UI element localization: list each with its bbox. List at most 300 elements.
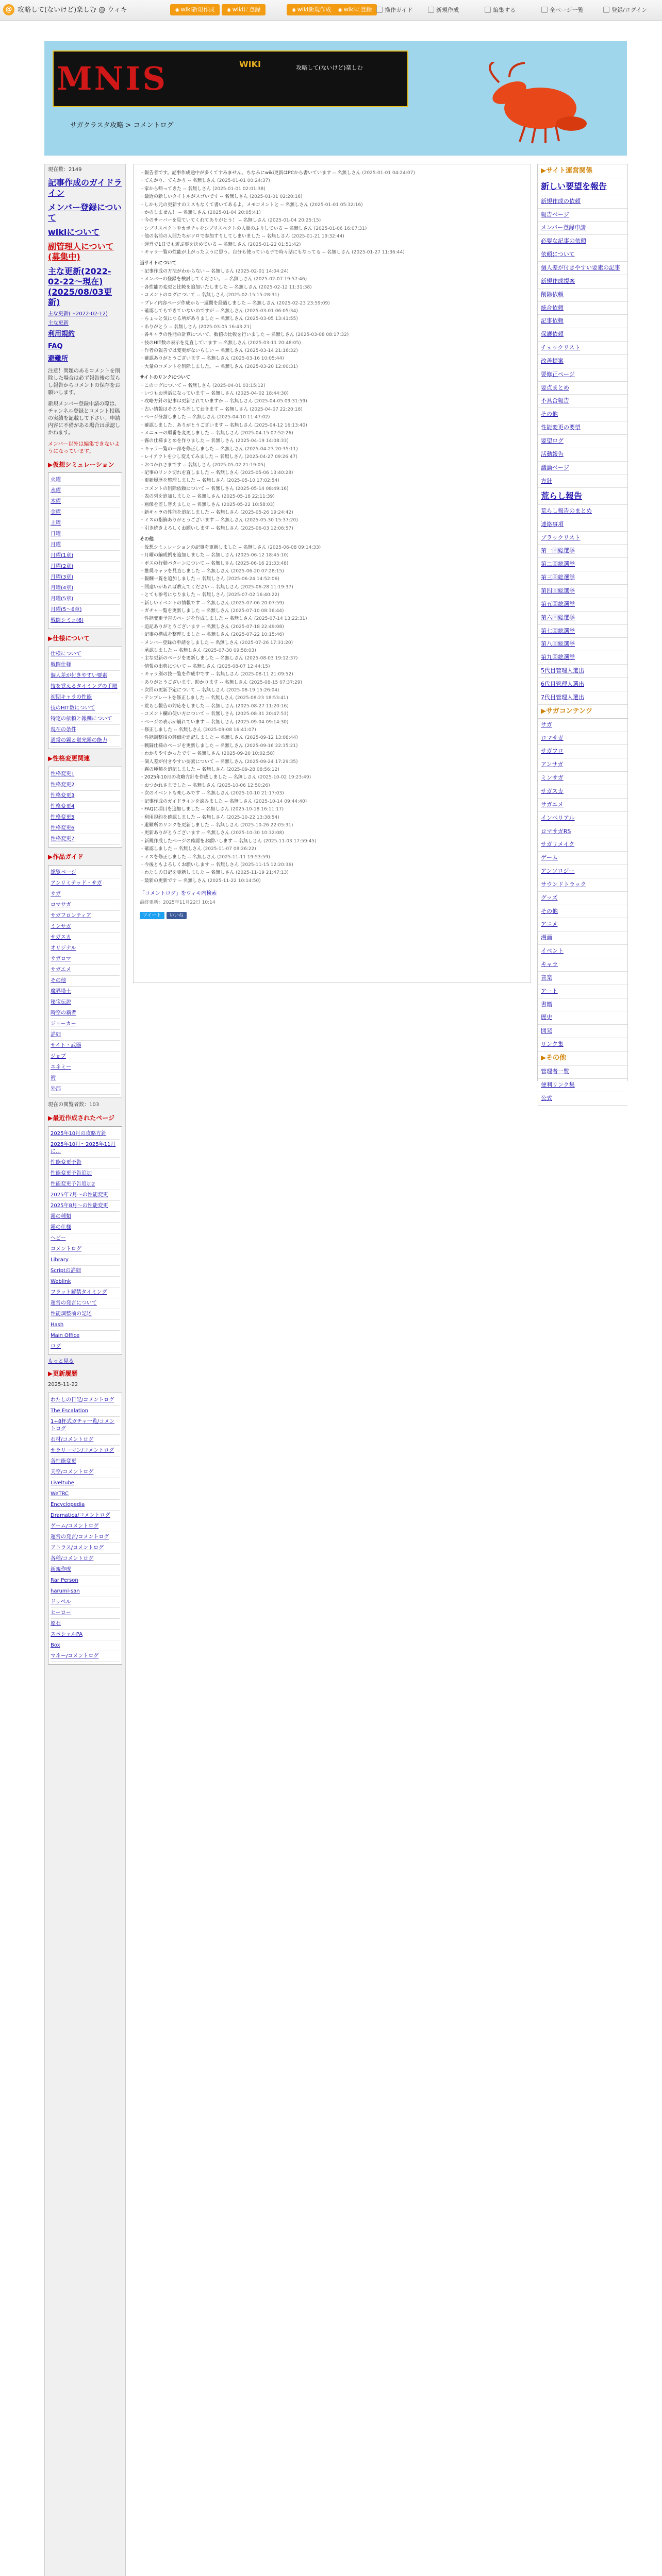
simulation-item[interactable]: 月曜(1章) (51, 551, 120, 562)
comment-date: (2025-11-03 17:59:45) (263, 838, 317, 844)
recent-page-item[interactable]: 性能変更予告追加2 (51, 1179, 120, 1190)
system-item[interactable]: 現在の条件 (51, 725, 120, 736)
comment-date: (2025-02-07 19:57:46) (254, 277, 307, 282)
updated-item[interactable]: ヒーロー (51, 1608, 120, 1619)
work-heading: ▶作品ガイド (48, 853, 84, 860)
comment-row: ・作者の報告では変更がないらしい -- 名無しさん (2025-03-14 21:16:32) (140, 348, 298, 353)
comment-row: ・表の列を追加しました -- 名無しさん (2025-05-18 22:11:39) (140, 494, 275, 500)
comment-text: かのしません！ -- 名無しさん (144, 210, 207, 216)
site-admin-heading: ▶サイト運営関係 (538, 164, 627, 178)
recent-page-item[interactable]: フラット解禁タイミング (51, 1287, 120, 1298)
comment-row: ・他の名前の人間たちがソロで参加すりしてしまいました -- 名無しさん (2025-01-21 19:32:44) (140, 234, 344, 240)
saga-content-item[interactable]: 歴史 (538, 1011, 627, 1025)
saga-content-item[interactable]: サガエメ (538, 799, 627, 812)
comment-date: (2025-03-16 10:05:44) (231, 356, 284, 362)
comment-text: 記事のリンク切れを直しました -- 名無しさん (144, 470, 239, 476)
simulation-box (48, 472, 122, 629)
updated-item[interactable]: 各種/コメントログ (51, 1554, 120, 1565)
saga-content-item[interactable]: イベント (538, 945, 627, 958)
comment-row: ・このログについて -- 名無しさん (2025-04-01 03:15:12) (140, 383, 266, 388)
share-button[interactable]: いいね (167, 912, 187, 919)
comment-text: 追記ありがとうございます -- 名無しさん (144, 624, 230, 630)
recent-page-item[interactable]: ログ (51, 1342, 120, 1352)
comment-date: (2025-07-30 09:58:03) (203, 648, 256, 653)
share-button[interactable]: ツイート (140, 912, 164, 919)
work-item[interactable]: サガ (51, 889, 120, 900)
saga-content-item[interactable]: 音楽 (538, 972, 627, 985)
updated-item[interactable]: Rar Person (51, 1575, 120, 1586)
comment-row: ・コメントのログについて -- 名無しさん (2025-02-15 15:28:31) (140, 293, 279, 298)
site-admin-item[interactable]: 第九回総選挙 (538, 651, 627, 665)
sidebar-link-mid[interactable]: 利用規約 (48, 330, 75, 338)
updated-item[interactable]: WeTRC (51, 1489, 120, 1500)
site-admin-item[interactable]: 要点まとめ (538, 382, 627, 395)
recent-page-item[interactable]: ヘビー (51, 1233, 120, 1244)
simulation-item[interactable]: 日曜 (51, 529, 120, 540)
comment-date: (2025-08-19 15:26:04) (226, 688, 279, 693)
saga-content-item[interactable]: アンソロジー (538, 865, 627, 878)
comment-text: 表の列を追加しました -- 名無しさん (144, 494, 221, 500)
comment-text: 確認ありがとうございます -- 名無しさん (144, 356, 230, 362)
recent-page-item[interactable]: Scriptの詳細 (51, 1266, 120, 1277)
sidebar-link-big[interactable]: 主な更新(2022-02-22〜現在)(2025/08/03更新) (48, 266, 112, 307)
simulation-item[interactable]: 月曜(5章) (51, 594, 120, 605)
work-item[interactable]: その他 (51, 976, 120, 987)
comment-text: 修正しました -- 名無しさん (144, 727, 202, 733)
work-item[interactable]: 秘宝伝説 (51, 997, 120, 1008)
site-admin-item[interactable]: 議論ページ (538, 462, 627, 475)
saga-content-item[interactable]: その他 (538, 905, 627, 919)
comment-row: ・ガチャ一覧を更新しました -- 名無しさん (2025-07-10 08:36:44) (140, 608, 284, 614)
saga-content-item[interactable]: サウンドトラック (538, 878, 627, 892)
comment-date: (2025-04-05 09:31:59) (254, 399, 307, 404)
sidebar-link-mid[interactable]: 避難所 (48, 355, 69, 363)
saga-content-item[interactable]: 書籍 (538, 998, 627, 1012)
updated-item[interactable]: スペシャルPA (51, 1630, 120, 1640)
login-menu[interactable]: 登録/ログイン (603, 6, 647, 14)
work-item[interactable]: ジョブ (51, 1052, 120, 1062)
comment-date: (2025-10-06 12:50:26) (217, 783, 270, 788)
updated-item[interactable]: 1+8杯式ガチャ一覧/コメントログ (51, 1417, 120, 1435)
system-item[interactable]: 通常の霧と蛍光霧の能力 (51, 736, 120, 747)
comment-row: ・個人差が付きやすい要素について -- 名無しさん (2025-09-24 17:29:35) (140, 759, 298, 765)
comment-date: (2025-04-12 16:13:40) (254, 422, 307, 428)
recent-page-item[interactable]: Library (51, 1255, 120, 1266)
recent-page-item[interactable]: 性能調整前の記述 (51, 1309, 120, 1320)
system-item[interactable]: 戦闘仕様 (51, 660, 120, 671)
work-item[interactable]: サガエメ (51, 965, 120, 976)
comment-row: ・おつかれさまでした -- 名無しさん (2025-10-06 12:50:26) (140, 783, 270, 788)
comment-row: ・技のHIT数の表示を見直しています -- 名無しさん (2025-03-11 20:48:05) (140, 340, 301, 346)
system-item[interactable]: 初期キャラの性能 (51, 692, 120, 703)
site-admin-item[interactable]: 新しい要望を報告 (538, 178, 627, 195)
work-item[interactable]: ジョーカー (51, 1019, 120, 1030)
wiki-create-button[interactable]: ◉ wiki新規作成 (170, 4, 220, 15)
site-admin-item[interactable]: 個人差が付きやすい要素の記事 (538, 262, 627, 275)
comment-text: プレイ内容ページ作成から一週間を経過しました -- 名無しさん (144, 300, 276, 306)
wiki-create-button-2[interactable]: ◉ wiki新規作成 (287, 4, 336, 15)
saga-content-item[interactable]: キャラ (538, 958, 627, 972)
comment-date: (2025-06-28 11:19:37) (240, 584, 293, 590)
work-item[interactable]: サガフロンティア (51, 911, 120, 922)
simulation-item[interactable]: 月曜(3章) (51, 572, 120, 583)
comment-date: (2025-09-20 10:02:58) (222, 751, 275, 757)
site-admin-item[interactable]: 6代目管理人選出 (538, 678, 627, 691)
site-admin-item[interactable]: 必要な記事の依頼 (538, 235, 627, 248)
saga-content-item[interactable]: アニメ (538, 918, 627, 931)
sidebar-link-big[interactable]: 副管理人について(募集中) (48, 242, 114, 262)
sidebar-link-big[interactable]: メンバー登録について (48, 202, 122, 223)
comment-text: 情報の出典について -- 名無しさん (144, 664, 216, 669)
recent-page-item[interactable]: 性能変更予告 (51, 1158, 120, 1168)
sidebar-link-big[interactable]: 記事作成のガイドライン (48, 178, 122, 198)
site-admin-item[interactable]: メンバー登録申請 (538, 222, 627, 235)
recent-page-item[interactable]: 運営の発言について (51, 1298, 120, 1309)
comment-row: ・承認しました -- 名無しさん (2025-07-30 09:58:03) (140, 648, 256, 653)
comment-date: (2025-06-16 21:33:48) (235, 561, 289, 566)
comment-row: ・キャラ別の技一覧を作成中です -- 名無しさん (2025-08-11 21:09:52) (140, 672, 293, 677)
comment-date: (2025-03-08 08:17:32) (295, 332, 349, 338)
comment-date: (2025-11-07 08:26:22) (203, 846, 256, 852)
recent-page-item[interactable]: 性能変更予告追加 (51, 1168, 120, 1179)
system-item[interactable]: 技のHIT数について (51, 703, 120, 714)
comment-row: ・記事の構成を整理しました -- 名無しさん (2025-07-22 10:15:46) (140, 632, 284, 638)
updated-item[interactable]: 新規作成 (51, 1565, 120, 1575)
site-admin-item[interactable]: 新規作成提案 (538, 275, 627, 289)
comment-text: 運営で1日でも遊ぶ事を決めている -- 名無しさん (144, 242, 246, 247)
atwiki-logo-icon[interactable]: @ (3, 4, 14, 15)
site-admin-item[interactable]: 活動報告 (538, 448, 627, 462)
site-admin-item[interactable]: 第四回総選挙 (538, 585, 627, 598)
site-admin-item[interactable]: 荒らし報告のまとめ (538, 505, 627, 518)
updated-item[interactable]: 各性能変更 (51, 1456, 120, 1467)
site-admin-item[interactable]: 5代目管理人選出 (538, 665, 627, 678)
simulation-item[interactable]: 土曜 (51, 518, 120, 529)
wiki-register-button[interactable]: ◉ wikiに登録 (222, 4, 266, 15)
saga-content-item[interactable]: サガリメイク (538, 838, 627, 852)
site-admin-item[interactable]: 新規作成の依頼 (538, 195, 627, 209)
saga-content-item[interactable]: グッズ (538, 892, 627, 905)
work-item[interactable]: 術 (51, 1073, 120, 1084)
comment-row: ・情報の出典について -- 名無しさん (2025-08-07 12:44:15) (140, 664, 270, 669)
updated-item[interactable]: Liveltube (51, 1478, 120, 1489)
recent-page-item[interactable]: 霧の仕様 (51, 1223, 120, 1233)
comment-row: ・間違いがあれば教えてください -- 名無しさん (2025-06-28 11:19:37) (140, 584, 293, 590)
updated-item[interactable]: The Escalation (51, 1406, 120, 1417)
work-item[interactable]: エネミー (51, 1062, 120, 1073)
site-admin-item[interactable]: 性能変更の要望 (538, 421, 627, 435)
sidebar-link-small[interactable]: 主な更新(〜2022-02-12) (48, 311, 108, 317)
guide-icon (376, 7, 383, 13)
comment-text: FAQに項目を追加しました -- 名無しさん (144, 807, 229, 812)
comment-row: ・報告者です。記事作成途中が多くてすみません。ちなみにwiki更新はPCから書いています -- 名無しさん (2025-01-01 04:24:07) (140, 171, 415, 176)
work-item[interactable]: 魔界塔士 (51, 987, 120, 997)
updated-item[interactable]: 運営の発言/コメントログ (51, 1532, 120, 1543)
updated-item[interactable]: ゲーム/コメントログ (51, 1521, 120, 1532)
lobster-icon (478, 62, 592, 144)
updated-item[interactable]: Dramatica/コメントログ (51, 1511, 120, 1521)
recent-page-item[interactable]: 2025年10月の攻略方針 (51, 1129, 120, 1140)
sidebar-link-big[interactable]: wikiについて (48, 227, 100, 237)
simulation-item[interactable]: 金曜 (51, 507, 120, 518)
saga-content-item[interactable]: サガ (538, 719, 627, 732)
wiki-search-link[interactable]: 「コメントログ」をウィキ内検索 (140, 891, 217, 897)
character-item[interactable]: 性格変更6 (51, 823, 120, 834)
character-item[interactable]: 性格変更5 (51, 812, 120, 823)
site-admin-item[interactable]: 依頼について (538, 248, 627, 262)
site-admin-item[interactable]: 第一回総選挙 (538, 545, 627, 558)
comment-date: (2025-08-11 21:09:52) (240, 672, 293, 677)
comment-date: (2025-03-01 06:05:34) (245, 308, 298, 314)
comment-text: 次のイベントも楽しみです -- 名無しさん (144, 791, 230, 796)
comment-date: (2025-06-24 14:52:06) (226, 577, 279, 582)
comment-text: 記事作成の方法がわからない -- 名無しさん (144, 268, 235, 274)
site-admin-item[interactable]: 第三回総選挙 (538, 571, 627, 585)
comment-date: (2025-07-22 10:15:46) (231, 632, 284, 638)
site-admin-item[interactable]: チェックリスト (538, 342, 627, 355)
updated-item[interactable]: 石材/コメントログ (51, 1435, 120, 1446)
site-admin-item[interactable]: 改善提案 (538, 355, 627, 368)
comment-text: 報酬一覧を追加しました -- 名無しさん (144, 577, 225, 582)
comment-text: 個人差が付きやすい要素について -- 名無しさん (144, 759, 244, 765)
saga-content-item[interactable]: 漫画 (538, 931, 627, 945)
comment-text: コメントの削除依頼について -- 名無しさん (144, 486, 235, 492)
comment-row: ・メンバー登録の申請をしました -- 名無しさん (2025-07-26 17:31:20) (140, 640, 293, 646)
work-item[interactable]: 詳細 (51, 1030, 120, 1041)
comment-row: ・てんかり、てんかり -- 名無しさん (2025-01-01 00:24:37) (140, 178, 270, 184)
system-item[interactable]: 個人差が付きやすい要素 (51, 671, 120, 682)
site-admin-item[interactable]: 要望ログ (538, 435, 627, 448)
simulation-item[interactable]: 月曜(5〜6章) (51, 605, 120, 616)
updated-item[interactable]: Box (51, 1640, 120, 1651)
recent-page-item[interactable]: Weblink (51, 1277, 120, 1287)
saga-content-item[interactable]: ロマサガ (538, 732, 627, 745)
comment-text: 新キャラの性能を追記しました -- 名無しさん (144, 510, 239, 516)
comment-row: ・次のイベントも楽しみです -- 名無しさん (2025-10-10 21:17:03) (140, 791, 284, 796)
comment-text: ページの表示が崩れています -- 名無しさん (144, 719, 235, 725)
site-admin-item[interactable]: ブラックリスト (538, 532, 627, 545)
comment-date: (2025-01-27 11:36:44) (352, 250, 405, 256)
misc-item[interactable]: 便利リンク集 (538, 1079, 627, 1092)
comment-row: ・報酬一覧を追加しました -- 名無しさん (2025-06-24 14:52:06) (140, 577, 279, 582)
simulation-item[interactable]: 水曜 (51, 486, 120, 497)
simulation-item[interactable]: 木曜 (51, 497, 120, 507)
comment-date: (2025-01-21 19:32:44) (291, 234, 344, 240)
guide-menu[interactable]: 操作ガイド (376, 6, 413, 14)
section-heading: その他 (140, 537, 154, 543)
recent-page-item[interactable]: 2025年8月〜の性能変更 (51, 1201, 120, 1212)
page-list-menu[interactable]: 全ページ一覧 (541, 6, 584, 14)
simulation-item[interactable]: 戦闘シミュ(6) (51, 616, 120, 626)
work-item[interactable]: 外部 (51, 1084, 120, 1095)
new-page-menu[interactable]: 新規作成 (428, 6, 459, 14)
comment-text: 利用規約を確認しました -- 名無しさん (144, 815, 225, 820)
site-admin-item[interactable]: 方針 (538, 475, 627, 488)
updated-item[interactable]: 原石 (51, 1619, 120, 1630)
system-item[interactable]: 仕様について (51, 649, 120, 660)
site-banner[interactable] (53, 50, 408, 107)
updated-item[interactable]: harumi-san (51, 1586, 120, 1597)
comment-row: ・キャラ一覧の性能が上がったように思う。自分も使っている子で時々話にもなってる -- 名無しさん (2025-01-27 11:36:44) (140, 250, 405, 256)
site-admin-item[interactable]: 保護依頼 (538, 328, 627, 342)
updated-item[interactable]: サラリーマン/コメントログ (51, 1446, 120, 1456)
recent-page-item[interactable]: 2025年7月〜の性能変更 (51, 1190, 120, 1201)
comment-text: キャラ一覧の性能が上がったように思う。自分も使っている子で時々話にもなってる -- 名無しさん (144, 250, 351, 256)
comment-text: テンプレートを修正しました -- 名無しさん (144, 696, 234, 701)
work-item[interactable]: サイト・武器 (51, 1041, 120, 1052)
comment-text: わかりやすかったです -- 名無しさん (144, 751, 221, 757)
work-item[interactable]: オリジナル (51, 943, 120, 954)
comment-date: (2025-07-18 22:49:08) (231, 624, 284, 630)
site-admin-item[interactable]: 第八回総選挙 (538, 638, 627, 651)
updated-item[interactable]: ドッペル (51, 1597, 120, 1608)
sidebar-link-mid[interactable]: FAQ (48, 343, 63, 351)
recent-page-item[interactable]: 2025年10月〜2025年11月に… (51, 1140, 120, 1158)
banner-logo: MNIS (57, 60, 168, 97)
comment-text: メンバー登録の申請をしました -- 名無しさん (144, 640, 239, 646)
saga-content-item[interactable]: ロマサガRS (538, 825, 627, 839)
comment-row: ・新キャラの性能を追記しました -- 名無しさん (2025-05-26 19:24:42) (140, 510, 293, 516)
comment-row: ・各キャラの性能の計算について、数値の比較を行いました -- 名無しさん (2025-03-08 08:17:32) (140, 332, 349, 338)
comment-text: キャラ別の技一覧を作成中です -- 名無しさん (144, 672, 239, 677)
simulation-item[interactable]: 月曜 (51, 540, 120, 551)
comment-row: ・ありがとうございます、助かります -- 名無しさん (2025-08-15 07:37:29) (140, 680, 302, 685)
comment-text: ページ分割しました -- 名無しさん (144, 415, 216, 420)
saga-content-item[interactable]: インペリアル (538, 812, 627, 825)
comment-row: ・かのしません！ -- 名無しさん (2025-01-04 20:05:41) (140, 210, 261, 216)
simulation-item[interactable]: 火曜 (51, 475, 120, 486)
more-link[interactable]: もっと見る (48, 1358, 74, 1364)
comment-text: 各性能の変更と比較を追加いたしました -- 名無しさん (144, 284, 258, 290)
comment-text: 新規作成したページの確認をお願いします -- 名無しさん (144, 838, 262, 844)
comment-text: 霧の仕様まとめを作りました -- 名無しさん (144, 438, 235, 444)
comment-row: ・メンバーの登録を検討してください。 -- 名無しさん (2025-02-07 19:57:46) (140, 277, 307, 282)
comment-text: 攻略方針の記事は更新されていますか -- 名無しさん (144, 399, 253, 404)
left-sidebar (44, 164, 126, 2576)
saga-content-item[interactable]: 開発 (538, 1025, 627, 1038)
comment-text: レイアウトを少し変えてみました -- 名無しさん (144, 454, 243, 460)
saga-content-item[interactable]: サガフロ (538, 745, 627, 758)
comment-text: 次回の更新予定について -- 名無しさん (144, 688, 225, 693)
simulation-item[interactable]: 月曜(4章) (51, 583, 120, 594)
misc-item[interactable]: 管理者一覧 (538, 1065, 627, 1079)
updated-item[interactable]: マネー/コメントログ (51, 1651, 120, 1662)
comment-text: おつかれさまでした -- 名無しさん (144, 783, 216, 788)
comment-date: (2025-03-11 20:48:05) (248, 340, 301, 346)
recent-page-item[interactable]: コメントログ (51, 1244, 120, 1255)
comment-row: ・家から帰ってきた -- 名無しさん (2025-01-01 02:01:38) (140, 186, 266, 192)
comment-date: (2025-04-19 14:08:33) (236, 438, 289, 444)
comment-text: このログについて -- 名無しさん (144, 383, 211, 388)
comment-text: 確認してもできていないのですが -- 名無しさん (144, 308, 244, 314)
saga-content-item[interactable]: リンク集 (538, 1038, 627, 1052)
comment-row: ・月曜の編成例を追加しました -- 名無しさん (2025-06-12 18:45:10) (140, 553, 289, 558)
work-item[interactable]: アンリミテッド・サガ (51, 878, 120, 889)
character-item[interactable]: 性格変更4 (51, 802, 120, 812)
misc-item[interactable]: 公式 (538, 1092, 627, 1106)
system-item[interactable]: 技を覚えるタイミングの手順 (51, 682, 120, 692)
comment-text: 引き続きよろしくお願いします -- 名無しさん (144, 526, 239, 531)
work-item[interactable]: ミンサガ (51, 922, 120, 933)
comment-date: (2025-03-14 21:16:32) (245, 348, 298, 353)
work-item[interactable]: サガロマ (51, 954, 120, 965)
comment-text: 更新ありがとうございます -- 名無しさん (144, 831, 230, 836)
saga-content-item[interactable]: アート (538, 985, 627, 998)
character-item[interactable]: 性格変更3 (51, 791, 120, 802)
last-updated: 最終更新：2025年11月22日 10:14 (140, 900, 216, 906)
recent-page-item[interactable]: Main Office (51, 1331, 120, 1342)
site-admin-item[interactable]: 削除依頼 (538, 289, 627, 302)
edit-menu[interactable]: 編集する (485, 6, 516, 14)
section-heading: 当サイトについて (140, 261, 177, 266)
saga-content-item[interactable]: サガスカ (538, 785, 627, 799)
saga-content-item[interactable]: ゲーム (538, 852, 627, 865)
site-admin-item[interactable]: 連絡事項 (538, 518, 627, 532)
site-admin-item[interactable]: 統合依頼 (538, 302, 627, 315)
site-admin-item[interactable]: 第二回総選挙 (538, 558, 627, 571)
character-item[interactable]: 性格変更7 (51, 834, 120, 845)
comment-text: 避難所のリンクを更新しました -- 名無しさん (144, 822, 239, 828)
site-admin-item[interactable]: 記事依頼 (538, 315, 627, 328)
comment-text: 古い情報はそのうち消しておきます -- 名無しさん (144, 406, 249, 412)
updated-item[interactable]: Encyclopedia (51, 1500, 120, 1511)
list-icon (541, 7, 548, 13)
recent-page-item[interactable]: 霧の種類 (51, 1212, 120, 1223)
comment-row: ・記事作成のガイドラインを読みました -- 名無しさん (2025-10-14 09:44:40) (140, 799, 307, 804)
comment-text: 各キャラの性能の計算について、数値の比較を行いました -- 名無しさん (144, 332, 294, 338)
site-admin-item[interactable]: 要修正ページ (538, 368, 627, 382)
updated-item[interactable]: わたしの日記/コメントログ (51, 1395, 120, 1406)
recent-page-item[interactable]: Hash (51, 1320, 120, 1331)
work-item[interactable]: 時空の覇者 (51, 1008, 120, 1019)
site-admin-item[interactable]: その他 (538, 408, 627, 421)
comment-row: ・コメントの削除依頼について -- 名無しさん (2025-05-14 08:49:16) (140, 486, 289, 492)
main-content (133, 164, 531, 983)
updated-item[interactable]: アトラス/コメントログ (51, 1543, 120, 1554)
comment-row: ・各性能の変更と比較を追加いたしました -- 名無しさん (2025-02-12 11:31:38) (140, 284, 312, 290)
comment-text: 確認しました -- 名無しさん (144, 846, 202, 852)
comment-date: (2025-10-22 13:38:54) (226, 815, 279, 820)
comment-row: ・今のサーバーを見ていてくれてありがとう！ -- 名無しさん (2025-01-04 20:25:15) (140, 218, 321, 224)
site-admin-item[interactable]: 7代目管理人選出 (538, 691, 627, 705)
site-admin-item[interactable]: 不具合報告 (538, 395, 627, 408)
site-admin-item[interactable]: 報告ページ (538, 209, 627, 222)
updated-item[interactable]: 天空/コメントログ (51, 1467, 120, 1478)
work-item[interactable]: ロマサガ (51, 900, 120, 911)
site-admin-item[interactable]: 第七回総選挙 (538, 625, 627, 638)
site-name[interactable]: 攻略して(ないけど)楽しむ @ ウィキ (18, 6, 127, 14)
comment-text: 技のHIT数の表示を見直しています -- 名無しさん (144, 340, 247, 346)
character-item[interactable]: 性格変更1 (51, 769, 120, 780)
comment-row: ・キャラ一覧の一部を修正しました -- 名無しさん (2025-04-23 20:35:11) (140, 446, 298, 452)
character-item[interactable]: 性格変更2 (51, 780, 120, 791)
work-item[interactable]: 総覧ページ (51, 868, 120, 878)
comment-text: ありがとうございます、助かります -- 名無しさん (144, 680, 248, 685)
simulation-item[interactable]: 月曜(2章) (51, 562, 120, 572)
comment-text: 記事作成のガイドラインを読みました -- 名無しさん (144, 799, 253, 804)
site-admin-item[interactable]: 第六回総選挙 (538, 612, 627, 625)
site-admin-item[interactable]: 荒らし報告 (538, 488, 627, 505)
saga-content-item[interactable]: ミンサガ (538, 772, 627, 785)
wiki-register-button-2[interactable]: ◉ wikiに登録 (333, 4, 377, 15)
comment-text: ミスを修正しました -- 名無しさん (144, 854, 216, 860)
system-item[interactable]: 特定の依頼と報酬について (51, 714, 120, 725)
comment-row: ・荒らし報告の対応をしました -- 名無しさん (2025-08-27 11:20:16) (140, 703, 289, 709)
site-admin-item[interactable]: 第五回総選挙 (538, 598, 627, 612)
sidebar-link-small[interactable]: 主な更新 (48, 320, 69, 326)
work-item[interactable]: サガスカ (51, 933, 120, 943)
saga-content-item[interactable]: アンサガ (538, 758, 627, 772)
